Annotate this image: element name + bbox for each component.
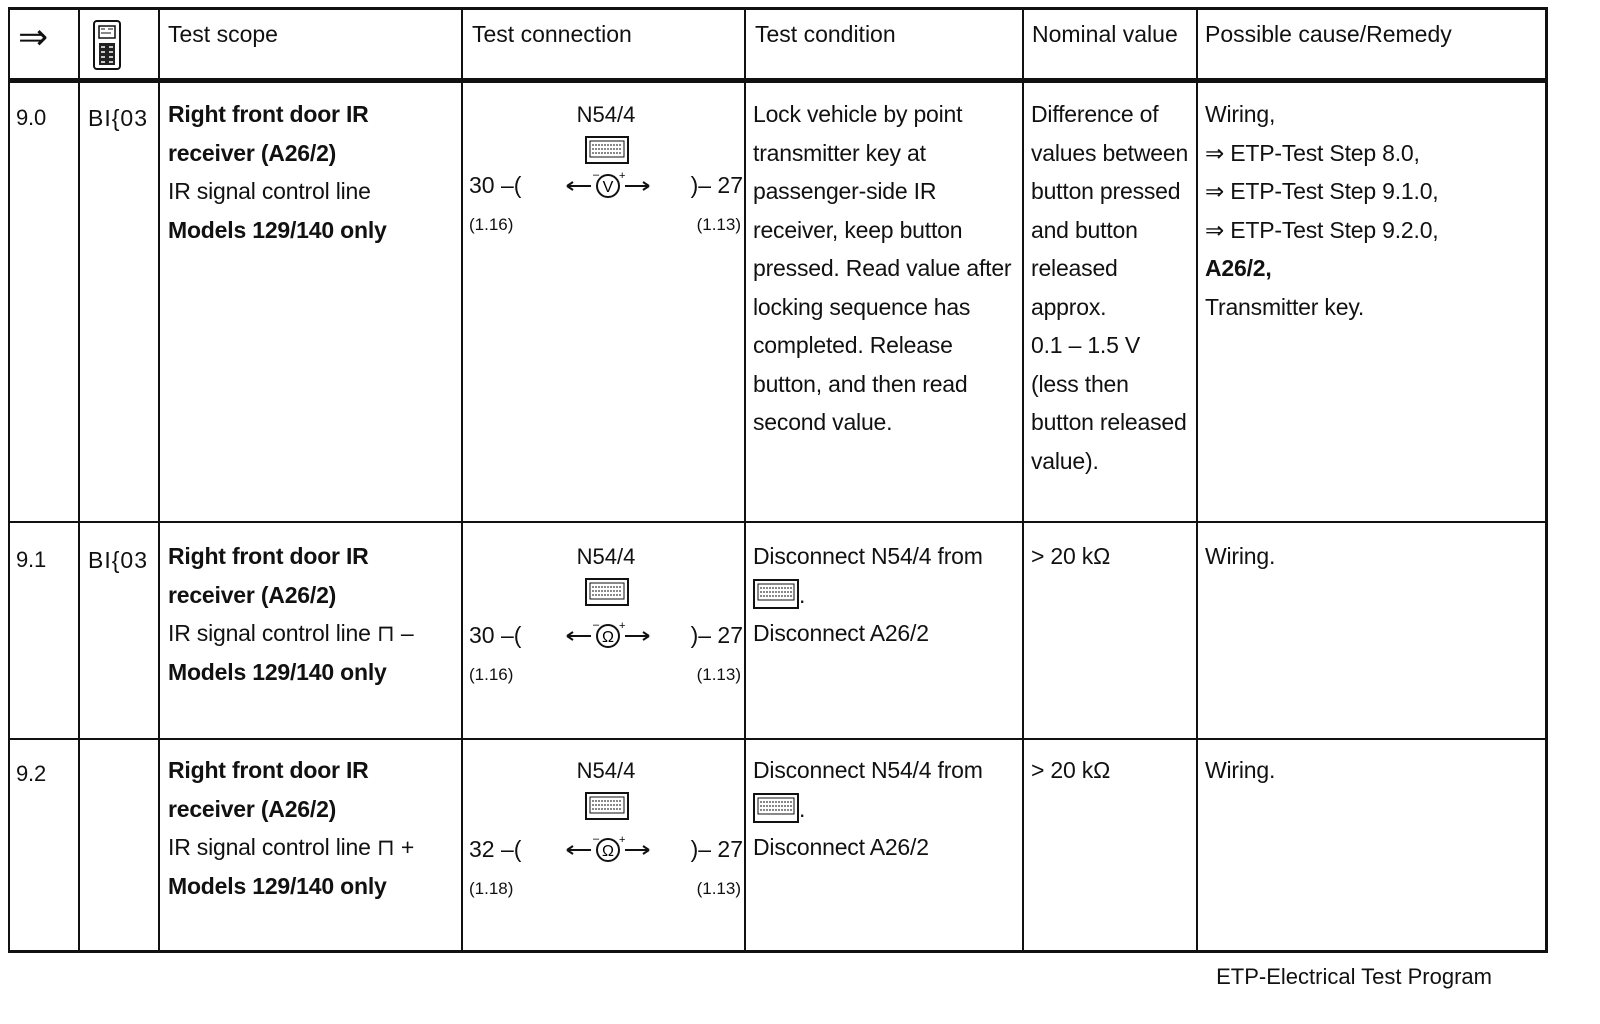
pin-left: 30 –( [469, 172, 522, 198]
pin-right: )– 27 [690, 622, 743, 648]
socket-box-icon [753, 793, 799, 823]
condition-line: pressed. Read value after [753, 255, 1012, 281]
scope-subtitle: IR signal control line [168, 178, 371, 204]
scope-models: Models 129/140 only [168, 658, 387, 685]
tester-code: BI{03 [88, 547, 148, 573]
table-top-border [8, 7, 1548, 10]
svg-text:–: – [593, 834, 600, 845]
test-condition-cell [753, 751, 1023, 867]
remedy-cell: Wiring. [1205, 543, 1276, 569]
condition-line: . [753, 790, 1023, 829]
nominal-value-cell [1031, 95, 1199, 480]
test-condition-cell [753, 537, 1023, 653]
condition-line: Disconnect N54/4 from [753, 543, 983, 569]
condition-line: Lock vehicle by point [753, 101, 963, 127]
col-border [78, 7, 80, 953]
header-test-scope: Test scope [168, 21, 278, 47]
header-possible-cause: Possible cause/Remedy [1205, 21, 1452, 47]
col-border [1545, 7, 1548, 953]
svg-text:–: – [593, 620, 600, 631]
socket-box-icon [585, 792, 629, 820]
remedy-line: A26/2, [1205, 255, 1272, 281]
condition-line: passenger-side IR [753, 178, 937, 204]
condition-line: receiver, keep button [753, 216, 963, 243]
pin-left: 30 –( [469, 622, 522, 648]
header-divider [8, 78, 1548, 83]
scope-subtitle: IR signal control line ⊓ – [168, 620, 414, 646]
unit-label: N54/4 [576, 544, 636, 569]
test-connection-cell [465, 758, 747, 958]
scope-title-line: receiver (A26/2) [168, 139, 337, 166]
pin-ref-right: (1.13) [696, 879, 741, 898]
ohmmeter-icon [563, 834, 653, 866]
nominal-line: values between [1031, 139, 1189, 166]
nominal-value-cell: > 20 kΩ [1031, 757, 1111, 783]
condition-line: second value. [753, 409, 893, 435]
pin-ref-left: (1.16) [469, 665, 514, 684]
svg-text:–: – [593, 170, 600, 181]
pin-right: )– 27 [690, 172, 743, 198]
scope-models: Models 129/140 only [168, 872, 387, 899]
page-footer: ETP-Electrical Test Program [1216, 964, 1492, 989]
socket-box-icon [753, 579, 799, 609]
socket-box-icon [585, 578, 629, 606]
scope-title-line: receiver (A26/2) [168, 581, 337, 608]
svg-text:+: + [619, 834, 626, 846]
voltmeter-icon [563, 170, 653, 202]
ohmmeter-icon [563, 620, 653, 652]
header-test-connection: Test connection [472, 21, 632, 47]
condition-line: transmitter key at [753, 139, 926, 166]
nominal-value-cell: > 20 kΩ [1031, 543, 1111, 569]
nominal-line: released [1031, 255, 1118, 281]
condition-line: button, and then read [753, 370, 968, 397]
unit-label: N54/4 [576, 758, 636, 783]
nominal-line: Difference of [1031, 101, 1159, 127]
etp-step-link[interactable]: ⇒ ETP-Test Step 9.2.0, [1205, 216, 1439, 243]
step-number: 9.1 [16, 547, 46, 572]
col-border [8, 7, 10, 953]
meter-symbol: V [602, 179, 614, 196]
scope-title-line: Right front door IR [168, 757, 369, 783]
table-bottom-border [8, 950, 1548, 953]
condition-line: Disconnect A26/2 [753, 620, 929, 646]
pin-right: )– 27 [690, 836, 743, 862]
nominal-line: button released [1031, 409, 1187, 435]
nominal-line: button pressed [1031, 178, 1181, 204]
remedy-cell [1205, 95, 1545, 326]
test-connection-cell [465, 544, 747, 744]
remedy-line: Transmitter key. [1205, 293, 1365, 320]
test-scope-cell [168, 751, 464, 905]
col-border [158, 7, 160, 953]
header-test-condition: Test condition [755, 21, 896, 47]
scope-title-line: Right front door IR [168, 543, 369, 569]
remedy-cell: Wiring. [1205, 757, 1276, 783]
pin-ref-left: (1.18) [469, 879, 514, 898]
right-double-arrow-icon: ⇒ [18, 16, 49, 57]
row-divider [8, 738, 1548, 740]
test-condition-cell [753, 95, 1023, 442]
scope-title-line: receiver (A26/2) [168, 795, 337, 822]
scope-models: Models 129/140 only [168, 216, 387, 243]
nominal-line: and button [1031, 216, 1138, 243]
condition-line: completed. Release [753, 332, 953, 358]
test-scope-cell [168, 95, 464, 249]
unit-label: N54/4 [576, 102, 636, 127]
etp-step-link[interactable]: ⇒ ETP-Test Step 8.0, [1205, 139, 1420, 166]
nominal-line: (less then [1031, 370, 1129, 397]
nominal-line: approx. [1031, 293, 1107, 320]
pin-ref-right: (1.13) [696, 665, 741, 684]
pin-left: 32 –( [469, 836, 522, 862]
header-nominal-value: Nominal value [1032, 21, 1178, 47]
step-number: 9.2 [16, 761, 46, 786]
meter-symbol: Ω [602, 843, 614, 860]
condition-line: . [753, 576, 1023, 615]
nominal-line: 0.1 – 1.5 V [1031, 332, 1141, 358]
tester-device-icon [91, 19, 123, 71]
etp-step-link[interactable]: ⇒ ETP-Test Step 9.1.0, [1205, 178, 1439, 204]
remedy-line: Wiring, [1205, 101, 1276, 127]
svg-text:+: + [619, 170, 626, 182]
row-divider [8, 521, 1548, 523]
pin-ref-right: (1.13) [696, 215, 741, 234]
test-connection-cell [465, 102, 747, 302]
condition-line: Disconnect A26/2 [753, 834, 929, 860]
pin-ref-left: (1.16) [469, 215, 514, 234]
test-table [8, 7, 1548, 953]
tester-code: BI{03 [88, 105, 148, 131]
meter-symbol: Ω [602, 629, 614, 646]
condition-line: locking sequence has [753, 293, 971, 320]
svg-text:+: + [619, 620, 626, 632]
scope-title-line: Right front door IR [168, 101, 369, 127]
condition-line: Disconnect N54/4 from [753, 757, 983, 783]
socket-box-icon [585, 136, 629, 164]
scope-subtitle: IR signal control line ⊓ + [168, 834, 415, 860]
test-scope-cell [168, 537, 464, 691]
step-number: 9.0 [16, 105, 46, 130]
nominal-line: value). [1031, 447, 1099, 474]
